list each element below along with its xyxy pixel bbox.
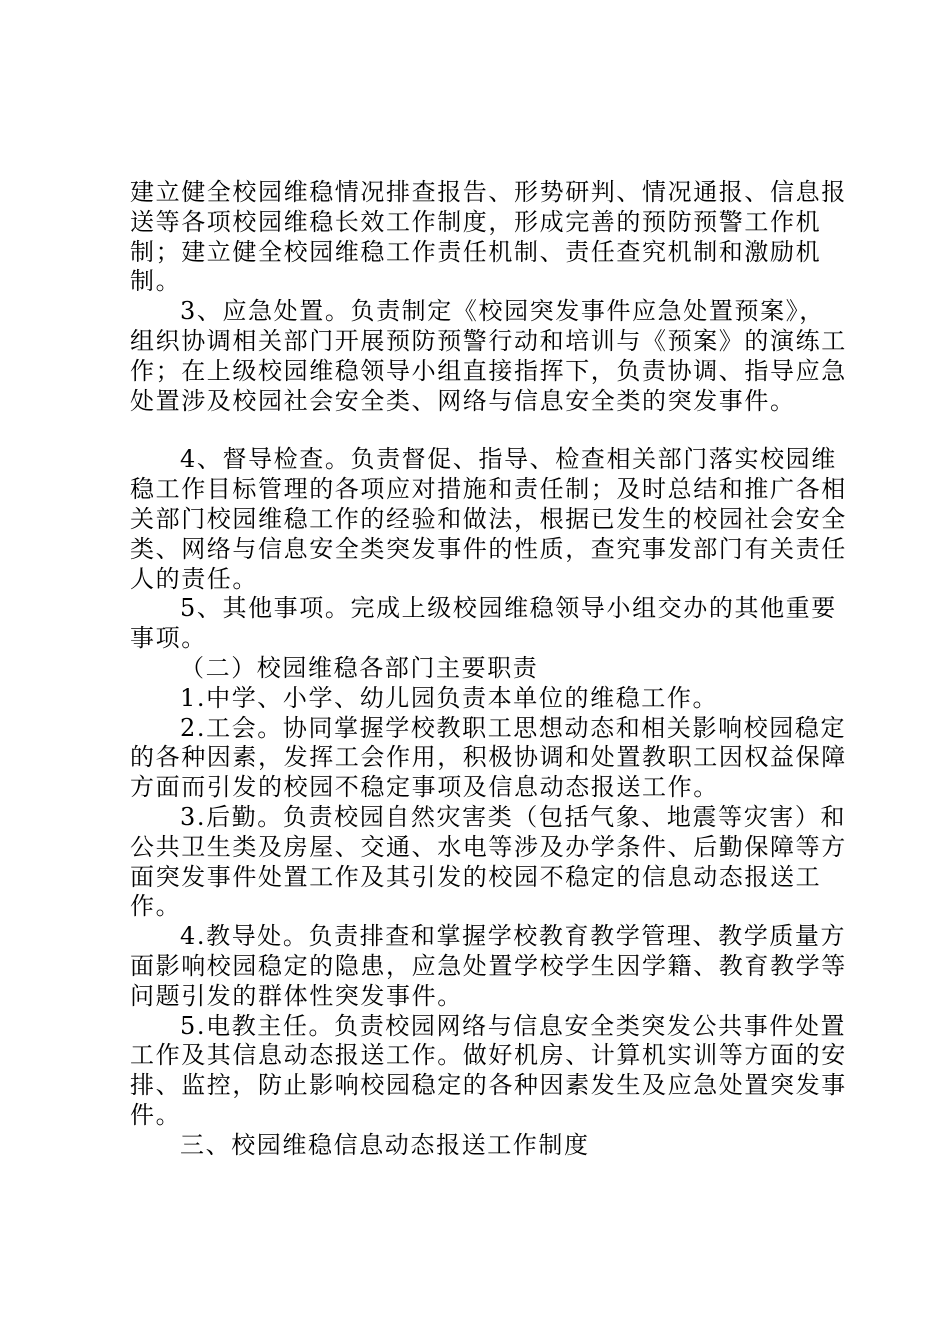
paragraph-audio-visual: 5.电教主任。负责校园网络与信息安全类突发公共事件处置工作及其信息动态报送工作。做好机房、计算机实训等方面的安排、监控，防止影响校园稳定的各种因素发生及应急处置突发事件。 (130, 1011, 847, 1129)
document-page (130, 178, 850, 1161)
paragraph-other-matters: 5、其他事项。完成上级校园维稳领导小组交办的其他重要事项。 (130, 594, 837, 653)
section-heading-department-duties: （二）校园维稳各部门主要职责 (180, 653, 539, 682)
paragraph-supervision: 4、督导检查。负责督促、指导、检查相关部门落实校园维稳工作目标管理的各项应对措施和责任制；及时总结和推广各相关部门校园维稳工作的经验和做法，根据已发生的校园社会安全类、网络与信息安全类突发事件的性质，查究事发部门有关责任人的责任。 (130, 445, 847, 593)
paragraph-mechanism: 建立健全校园维稳情况排查报告、形势研判、情况通报、信息报送等各项校园维稳长效工作制度，形成完善的预防预警工作机制；建立健全校园维稳工作责任机制、责任查究机制和激励机制。 (130, 178, 847, 296)
paragraph-spacer (130, 416, 850, 445)
paragraph-schools: 1.中学、小学、幼儿园负责本单位的维稳工作。 (180, 683, 719, 712)
paragraph-union: 2.工会。协同掌握学校教职工思想动态和相关影响校园稳定的各种因素，发挥工会作用，积极协调和处置教职工因权益保障方面而引发的校园不稳定事项及信息动态报送工作。 (130, 713, 847, 802)
paragraph-academic-office: 4.教导处。负责排查和掌握学校教育教学管理、教学质量方面影响校园稳定的隐患，应急处置学校学生因学籍、教育教学等问题引发的群体性突发事件。 (130, 922, 847, 1010)
paragraph-emergency-response: 3、应急处置。负责制定《校园突发事件应急处置预案》，组织协调相关部门开展预防预警行动和培训与《预案》的演练工作；在上级校园维稳领导小组直接指挥下，负责协调、指导应急处置涉及校园社会安全类、网络与信息安全类的突发事件。 (130, 297, 847, 415)
paragraph-logistics: 3.后勤。负责校园自然灾害类（包括气象、地震等灾害）和公共卫生类及房屋、交通、水电等涉及办学条件、后勤保障等方面突发事件处置工作及其引发的校园不稳定的信息动态报送工作。 (130, 802, 847, 921)
section-heading-reporting-system: 三、校园维稳信息动态报送工作制度 (180, 1130, 590, 1159)
